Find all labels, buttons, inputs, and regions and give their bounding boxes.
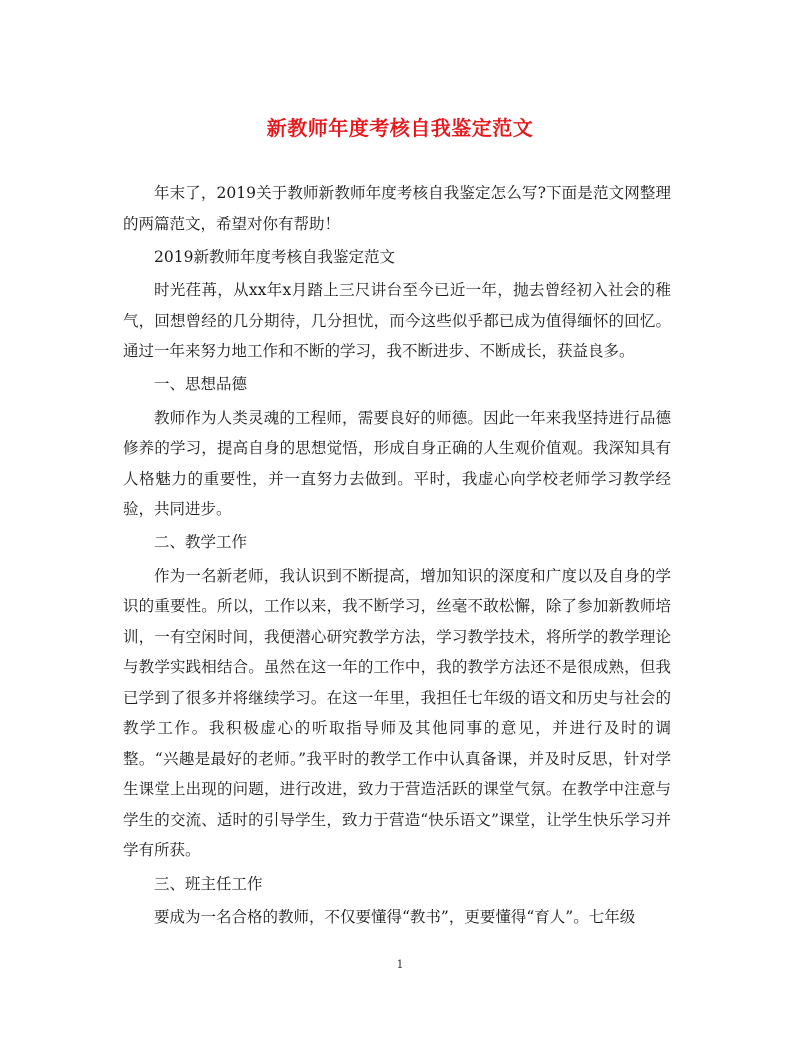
- paragraph-opening: 时光荏苒，从xx年x月踏上三尺讲台至今已近一年，抛去曾经初入社会的稚气，回想曾经的几分期待，几分担忧，而今这些似乎都已成为值得缅怀的回忆。通过一年来努力地工作和不断的学习，我不断进步、不断成长，获益良多。: [123, 281, 671, 361]
- section-heading-ethics: 一、思想品德: [154, 375, 248, 394]
- document-body: [123, 178, 671, 935]
- page-number: 1: [396, 958, 404, 971]
- paragraph-intro: 年末了，2019关于教师新教师年度考核自我鉴定怎么写?下面是范文网整理的两篇范文，希望对你有帮助！: [123, 184, 671, 233]
- paragraph-class-teacher: 要成为一名合格的教师，不仅要懂得“教书”，更要懂得“育人”。七年级: [154, 907, 636, 926]
- paragraph-ethics: 教师作为人类灵魂的工程师，需要良好的师德。因此一年来我坚持进行品德修养的学习，提高自身的思想觉悟，形成自身正确的人生观价值观。我深知具有人格魅力的重要性，并一直努力去做到。平时，我虚心向学校老师学习教学经验，共同进步。: [123, 408, 671, 519]
- paragraph-teaching: 作为一名新老师，我认识到不断提高，增加知识的深度和广度以及自身的学识的重要性。所以，工作以来，我不断学习，丝毫不敢松懈，除了参加新教师培训，一有空闲时间，我便潜心研究教学方法，学习教学技术，将所学的教学理论与教学实践相结合。虽然在这一年的工作中，我的教学方法还不是很成熟，但我已学到了很多并将继续学习。在这一年里，我担任七年级的语文和历史与社会的教学工作。我积极虚心的听取指导师及其他同事的意见，并进行及时的调整。“兴趣是最好的老师。”我平时的教学工作中认真备课，并及时反思，针对学生课堂上出现的问题，进行改进，致力于营造活跃的课堂气氛。在教学中注意与学生的交流、适时的引导学生，致力于营造“快乐语文”课堂，让学生快乐学习并学有所获。: [123, 566, 671, 860]
- section-heading-class-teacher: 三、班主任工作: [154, 874, 263, 893]
- document-title: 新教师年度考核自我鉴定范文: [266, 116, 534, 140]
- section-heading-teaching: 二、教学工作: [154, 533, 248, 552]
- paragraph-subtitle: 2019新教师年度考核自我鉴定范文: [154, 247, 395, 266]
